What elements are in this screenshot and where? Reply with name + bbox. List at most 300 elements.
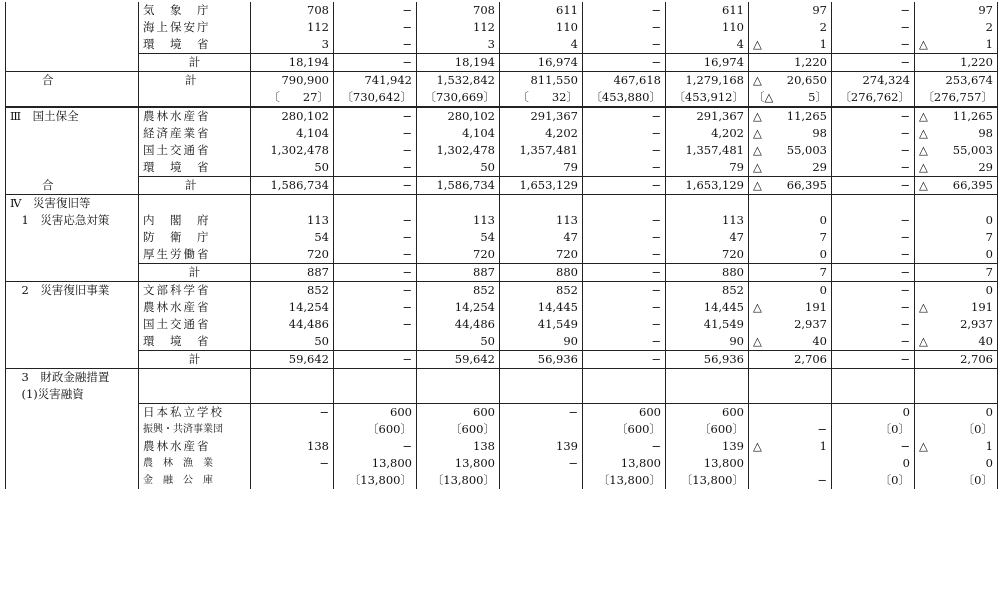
value-text: 7 [985, 230, 993, 244]
value-text: 90 [563, 334, 578, 348]
value-cell [417, 246, 500, 264]
value-cell [749, 386, 832, 404]
value-text: − [651, 213, 661, 227]
negative-marker: △ [753, 109, 762, 123]
department-cell: 環 境 省 [139, 159, 251, 177]
value-cell [915, 72, 998, 90]
value-cell [915, 195, 998, 213]
value-text: − [402, 317, 412, 331]
value-text: 59,642 [288, 352, 329, 366]
value-cell [915, 438, 998, 455]
value-cell [500, 142, 583, 159]
value-text: 〔13,800〕 [348, 473, 412, 487]
value-text: 113 [722, 213, 744, 227]
value-cell [583, 142, 666, 159]
value-text: 〔0〕 [879, 473, 910, 487]
value-cell [251, 369, 334, 387]
value-text: 112 [473, 20, 495, 34]
category-cell: 2 災害復旧事業 [6, 282, 139, 300]
table-row [6, 36, 998, 54]
value-cell [251, 333, 334, 351]
department-cell [139, 369, 251, 387]
negative-marker: △ [753, 439, 762, 453]
value-cell [832, 404, 915, 422]
negative-marker: △ [753, 126, 762, 140]
value-text: − [402, 55, 412, 69]
value-text: − [651, 126, 661, 140]
value-cell [749, 19, 832, 36]
value-text: 〔453,912〕 [673, 90, 744, 104]
table-row [6, 404, 998, 422]
value-text: 280,102 [281, 109, 329, 123]
value-text: − [651, 230, 661, 244]
value-text: 59,642 [454, 352, 495, 366]
value-text: 852 [473, 283, 495, 297]
value-text: 13,800 [371, 456, 412, 470]
value-text: 98 [978, 126, 993, 140]
category-cell [6, 264, 139, 282]
value-cell [251, 177, 334, 195]
value-cell [334, 351, 417, 369]
value-text: 880 [722, 265, 744, 279]
value-cell [915, 142, 998, 159]
value-text: − [402, 160, 412, 174]
value-text: 139 [722, 439, 744, 453]
value-cell [251, 421, 334, 438]
value-cell [915, 246, 998, 264]
value-text: 1,302,478 [270, 143, 329, 157]
value-cell [749, 246, 832, 264]
value-text: − [568, 456, 578, 470]
value-text: 3 [487, 37, 495, 51]
value-text: − [568, 405, 578, 419]
value-text: − [900, 213, 910, 227]
value-text: 〔 32〕 [517, 90, 578, 104]
value-cell [832, 212, 915, 229]
value-cell [334, 36, 417, 54]
value-cell [915, 369, 998, 387]
negative-marker: △ [919, 160, 928, 174]
value-cell [583, 246, 666, 264]
value-cell [832, 299, 915, 316]
value-cell [583, 229, 666, 246]
value-text: 1,653,129 [685, 178, 744, 192]
value-cell [583, 351, 666, 369]
value-cell [500, 316, 583, 333]
category-cell [6, 299, 139, 316]
value-text: 79 [563, 160, 578, 174]
value-cell [583, 177, 666, 195]
value-cell [417, 142, 500, 159]
value-text: − [900, 352, 910, 366]
value-cell [915, 2, 998, 19]
value-cell [666, 177, 749, 195]
value-cell [749, 299, 832, 316]
value-cell [334, 369, 417, 387]
value-text: − [900, 55, 910, 69]
value-cell [832, 472, 915, 489]
value-text: 2,706 [960, 352, 993, 366]
value-cell [915, 404, 998, 422]
value-cell [666, 2, 749, 19]
negative-marker: △ [919, 300, 928, 314]
value-cell [583, 299, 666, 316]
value-cell [666, 212, 749, 229]
value-cell [500, 386, 583, 404]
table-row [6, 472, 998, 489]
department-cell: 国土交通省 [139, 142, 251, 159]
value-cell [832, 72, 915, 90]
value-cell [832, 159, 915, 177]
value-cell [583, 386, 666, 404]
value-text: − [651, 265, 661, 279]
value-cell [251, 212, 334, 229]
table-row [6, 125, 998, 142]
value-text: − [900, 143, 910, 157]
category-cell [6, 246, 139, 264]
value-cell [666, 54, 749, 72]
value-cell [666, 282, 749, 300]
value-text: 18,194 [288, 55, 329, 69]
value-cell [417, 212, 500, 229]
table-row [6, 159, 998, 177]
table-row [6, 282, 998, 300]
department-cell [139, 386, 251, 404]
department-cell: 経済産業省 [139, 125, 251, 142]
value-text: 4,202 [711, 126, 744, 140]
value-text: − [651, 55, 661, 69]
value-text: − [900, 317, 910, 331]
value-cell [500, 351, 583, 369]
value-cell [832, 351, 915, 369]
category-cell [6, 229, 139, 246]
value-text: 〔730,669〕 [424, 90, 495, 104]
value-text: − [651, 300, 661, 314]
value-cell [832, 333, 915, 351]
department-cell: 環 境 省 [139, 36, 251, 54]
department-cell: 振興・共済事業団 [139, 421, 251, 438]
value-text: 50 [480, 160, 495, 174]
value-cell [583, 2, 666, 19]
value-cell [749, 404, 832, 422]
value-text: 2 [819, 20, 827, 34]
value-cell [832, 107, 915, 125]
value-cell [749, 369, 832, 387]
value-text: 20,650 [786, 73, 827, 87]
category-cell [6, 404, 139, 422]
value-text: 50 [480, 334, 495, 348]
value-cell [666, 438, 749, 455]
category-cell [6, 421, 139, 438]
value-text: 40 [978, 334, 993, 348]
value-cell [749, 142, 832, 159]
negative-marker: △ [919, 178, 928, 192]
value-cell [583, 438, 666, 455]
value-cell [251, 2, 334, 19]
value-text: 56,936 [537, 352, 578, 366]
value-text: 110 [556, 20, 578, 34]
value-cell [749, 54, 832, 72]
value-text: − [402, 283, 412, 297]
value-cell [583, 54, 666, 72]
table-row [6, 72, 998, 90]
value-cell [500, 404, 583, 422]
value-text: 〔0〕 [962, 473, 993, 487]
value-cell [417, 72, 500, 90]
value-text: 54 [314, 230, 329, 244]
value-text: − [402, 213, 412, 227]
value-cell [334, 246, 417, 264]
value-cell [915, 282, 998, 300]
value-cell [583, 72, 666, 90]
value-cell [915, 316, 998, 333]
department-cell: 農林水産省 [139, 299, 251, 316]
value-cell [334, 125, 417, 142]
value-cell [500, 212, 583, 229]
value-cell [915, 36, 998, 54]
value-cell [251, 472, 334, 489]
value-text: − [402, 230, 412, 244]
value-cell [583, 19, 666, 36]
value-text: 41,549 [703, 317, 744, 331]
negative-marker: △ [919, 37, 928, 51]
value-cell [583, 404, 666, 422]
department-cell: 環 境 省 [139, 333, 251, 351]
value-cell [666, 142, 749, 159]
value-cell [251, 89, 334, 107]
value-text: − [900, 247, 910, 261]
value-text: − [651, 352, 661, 366]
value-text: 3 [321, 37, 329, 51]
value-text: 〔600〕 [450, 422, 495, 436]
table-row [6, 421, 998, 438]
value-cell [915, 333, 998, 351]
value-cell [334, 142, 417, 159]
value-cell [334, 229, 417, 246]
value-cell [666, 264, 749, 282]
value-text: 280,102 [447, 109, 495, 123]
value-cell [500, 72, 583, 90]
value-text: 600 [473, 405, 495, 419]
value-text: − [402, 20, 412, 34]
value-text: − [402, 3, 412, 17]
value-text: 5〕 [808, 90, 827, 104]
value-text: 1 [985, 439, 993, 453]
value-cell [749, 264, 832, 282]
department-cell: 厚生労働省 [139, 246, 251, 264]
value-text: 2,937 [794, 317, 827, 331]
value-text: − [900, 37, 910, 51]
value-cell [417, 333, 500, 351]
department-cell: 計 [139, 264, 251, 282]
value-text: 〔13,800〕 [680, 473, 744, 487]
value-text: 40 [812, 334, 827, 348]
value-cell [915, 159, 998, 177]
value-text: − [900, 300, 910, 314]
value-cell [749, 212, 832, 229]
value-cell [417, 2, 500, 19]
value-cell [749, 72, 832, 90]
value-text: 〔453,880〕 [590, 90, 661, 104]
value-cell [666, 299, 749, 316]
value-text: − [402, 352, 412, 366]
value-cell [832, 195, 915, 213]
budget-table [5, 2, 998, 489]
value-cell [500, 369, 583, 387]
value-text: 720 [556, 247, 578, 261]
value-cell [417, 125, 500, 142]
value-cell [832, 177, 915, 195]
value-cell [417, 89, 500, 107]
value-text: 13,800 [454, 456, 495, 470]
value-cell [832, 282, 915, 300]
value-cell [583, 455, 666, 472]
value-text: 113 [473, 213, 495, 227]
table-row [6, 2, 998, 19]
value-cell [832, 421, 915, 438]
value-text: 611 [556, 3, 578, 17]
negative-marker: △ [753, 143, 762, 157]
value-cell [832, 369, 915, 387]
category-cell [6, 333, 139, 351]
category-cell [6, 19, 139, 36]
value-text: 4 [570, 37, 578, 51]
category-cell [6, 54, 139, 72]
value-text: 29 [812, 160, 827, 174]
value-text: 〔600〕 [616, 422, 661, 436]
value-text: 98 [812, 126, 827, 140]
category-cell [6, 438, 139, 455]
value-cell [915, 177, 998, 195]
value-text: − [900, 126, 910, 140]
value-cell [749, 316, 832, 333]
value-text: − [402, 143, 412, 157]
value-cell [915, 89, 998, 107]
value-text: − [900, 265, 910, 279]
value-text: 47 [563, 230, 578, 244]
value-text: 1 [819, 37, 827, 51]
value-cell [583, 333, 666, 351]
value-text: − [817, 422, 827, 436]
value-cell [251, 229, 334, 246]
value-cell [334, 195, 417, 213]
value-text: 2,706 [794, 352, 827, 366]
value-text: − [651, 317, 661, 331]
value-text: 191 [971, 300, 993, 314]
value-cell [251, 438, 334, 455]
value-cell [417, 421, 500, 438]
value-cell [500, 438, 583, 455]
value-text: 852 [556, 283, 578, 297]
value-text: 0 [985, 405, 993, 419]
value-text: 11,265 [786, 109, 827, 123]
department-cell: 金 融 公 庫 [139, 472, 251, 489]
category-cell [6, 472, 139, 489]
table-row [6, 386, 998, 404]
value-text: − [651, 3, 661, 17]
value-text: 291,367 [696, 109, 744, 123]
value-cell [666, 386, 749, 404]
value-text: 41,549 [537, 317, 578, 331]
value-cell [666, 159, 749, 177]
value-cell [251, 316, 334, 333]
value-cell [500, 54, 583, 72]
value-cell [832, 455, 915, 472]
value-cell [666, 246, 749, 264]
value-text: − [900, 334, 910, 348]
value-cell [915, 386, 998, 404]
value-cell [417, 229, 500, 246]
value-cell [500, 159, 583, 177]
value-cell [334, 159, 417, 177]
value-text: 790,900 [281, 73, 329, 87]
category-cell [6, 455, 139, 472]
value-text: − [402, 300, 412, 314]
value-text: 887 [473, 265, 495, 279]
value-cell [915, 19, 998, 36]
value-cell [417, 19, 500, 36]
value-text: 〔13,800〕 [597, 473, 661, 487]
value-text: − [651, 178, 661, 192]
table-row [6, 264, 998, 282]
value-text: − [402, 178, 412, 192]
table-row [6, 19, 998, 36]
value-text: 1,279,168 [685, 73, 744, 87]
value-cell [251, 142, 334, 159]
value-text: 29 [978, 160, 993, 174]
value-cell [417, 472, 500, 489]
value-cell [666, 404, 749, 422]
value-cell [915, 107, 998, 125]
value-cell [666, 472, 749, 489]
value-cell [417, 195, 500, 213]
value-cell [251, 107, 334, 125]
negative-marker: △ [919, 439, 928, 453]
value-text: 55,003 [786, 143, 827, 157]
value-text: − [651, 109, 661, 123]
value-text: 611 [722, 3, 744, 17]
value-text: 14,445 [703, 300, 744, 314]
value-text: 720 [307, 247, 329, 261]
value-cell [417, 54, 500, 72]
value-cell [251, 351, 334, 369]
value-cell [500, 472, 583, 489]
value-text: 97 [978, 3, 993, 17]
value-cell [832, 19, 915, 36]
value-cell [251, 264, 334, 282]
value-cell [915, 54, 998, 72]
value-cell [915, 351, 998, 369]
value-text: − [651, 37, 661, 51]
department-cell: 日本私立学校 [139, 404, 251, 422]
department-cell: 農林水産省 [139, 438, 251, 455]
value-text: − [651, 20, 661, 34]
value-text: 4,104 [296, 126, 329, 140]
category-cell: (1)災害融資 [6, 386, 139, 404]
value-text: 0 [985, 283, 993, 297]
value-cell [417, 455, 500, 472]
value-text: 852 [722, 283, 744, 297]
value-text: 〔730,642〕 [341, 90, 412, 104]
value-text: 97 [812, 3, 827, 17]
value-cell [417, 316, 500, 333]
value-cell [334, 333, 417, 351]
negative-marker: △ [919, 143, 928, 157]
category-cell [6, 89, 139, 107]
negative-marker: △ [919, 109, 928, 123]
value-text: − [817, 473, 827, 487]
value-text: − [651, 439, 661, 453]
